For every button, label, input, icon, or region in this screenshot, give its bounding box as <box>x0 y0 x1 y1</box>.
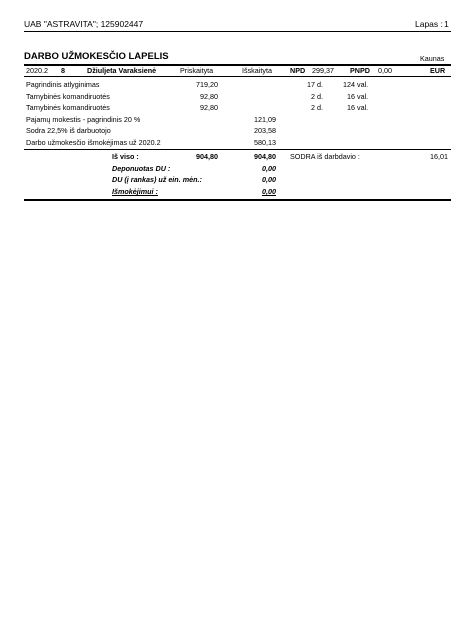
currency: EUR <box>430 66 446 75</box>
accrual-days: 2 d. <box>311 92 323 101</box>
deduction-label: Darbo užmokesčio išmokėjimas už 2020.2 <box>26 138 161 147</box>
payout-value: 0,00 <box>262 187 276 196</box>
accrual-label: Pagrindinis atlyginimas <box>26 80 100 89</box>
accrual-days: 2 d. <box>311 103 323 112</box>
employee-row-divider <box>24 76 451 77</box>
accrual-amount: 92,80 <box>200 103 218 112</box>
page-number: 1 <box>444 19 449 29</box>
company-name: UAB "ASTRAVITA"; 125902447 <box>24 19 144 29</box>
sodra-label: SODRA iš darbdavio : <box>290 152 360 161</box>
deposited-value: 0,00 <box>262 164 276 173</box>
net-pay-value: 0,00 <box>262 175 276 184</box>
totals-divider <box>24 149 451 150</box>
pnpd-value: 0,00 <box>378 66 392 75</box>
net-pay-label: DU (į rankas) už ein. mėn.: <box>112 175 202 184</box>
deduction-amount: 203,58 <box>254 126 276 135</box>
total-label: Iš viso : <box>112 152 139 161</box>
npd-value: 299,37 <box>312 66 334 75</box>
page-label: Lapas : <box>415 19 443 29</box>
deduction-amount: 580,13 <box>254 138 276 147</box>
column-accrued: Priskaityta <box>180 66 214 75</box>
accrual-days: 17 d. <box>307 80 323 89</box>
accrual-hours: 16 val. <box>347 92 369 101</box>
document-title: DARBO UŽMOKESČIO LAPELIS <box>24 51 169 62</box>
header-divider <box>24 31 451 32</box>
accrual-hours: 16 val. <box>347 103 369 112</box>
period: 2020.2 <box>26 66 48 75</box>
accrual-label: Tarnybinės komandiruotės <box>26 92 110 101</box>
total-accrued: 904,80 <box>196 152 218 161</box>
deduction-label: Pajamų mokestis - pagrindinis 20 % <box>26 115 141 124</box>
employee-number: 8 <box>61 66 65 75</box>
accrual-hours: 124 val. <box>343 80 369 89</box>
pnpd-label: PNPD <box>350 66 370 75</box>
payout-label: Išmokėjimui : <box>112 187 158 196</box>
accrual-amount: 92,80 <box>200 92 218 101</box>
bottom-divider <box>24 199 451 201</box>
deduction-label: Sodra 22,5% iš darbuotojo <box>26 126 111 135</box>
total-deducted: 904,80 <box>254 152 276 161</box>
column-deducted: Išskaityta <box>242 66 272 75</box>
npd-label: NPD <box>290 66 306 75</box>
accrual-amount: 719,20 <box>196 80 218 89</box>
employee-name: Džiuljeta Varaksienė <box>87 66 157 75</box>
accrual-label: Tarnybinės komandiruotės <box>26 103 110 112</box>
deposited-label: Deponuotas DU : <box>112 164 171 173</box>
deduction-amount: 121,09 <box>254 115 276 124</box>
city: Kaunas <box>420 54 445 63</box>
sodra-value: 16,01 <box>430 152 448 161</box>
